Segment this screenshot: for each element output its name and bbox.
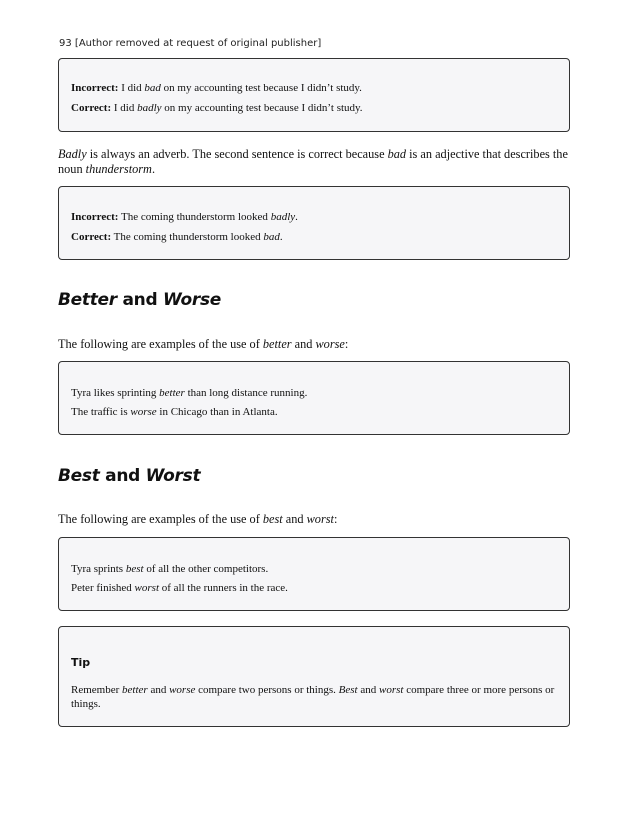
emphasis: worst (306, 512, 334, 526)
emphasis: Badly (58, 147, 87, 161)
text: Remember (71, 684, 123, 696)
text: and (147, 684, 170, 696)
tip-box (58, 626, 570, 727)
text: The following are examples of the use of (58, 512, 263, 526)
tip-text (71, 683, 557, 711)
heading-emphasis: Better (58, 290, 117, 310)
example-text: of all the runners in the race. (159, 582, 288, 594)
emphasis: worse (315, 337, 345, 351)
correct-label: Correct: (71, 231, 112, 243)
example-correct (71, 101, 557, 115)
text: The following are examples of the use of (58, 337, 263, 351)
example-sentence (71, 581, 557, 595)
example-text: . (279, 231, 283, 243)
emphasis: bad (387, 147, 407, 161)
heading-text: and (99, 466, 146, 486)
paragraph-better-worse (58, 337, 572, 352)
example-emphasis: badly (270, 211, 296, 223)
example-emphasis: bad (263, 231, 280, 243)
example-text: in Chicago than in Atlanta. (156, 406, 278, 418)
example-incorrect (71, 210, 557, 224)
example-text: I did (118, 82, 145, 94)
example-text: Tyra sprints (71, 563, 126, 575)
example-sentence (71, 386, 557, 400)
incorrect-label: Incorrect: (71, 211, 119, 223)
example-text: . (295, 211, 298, 223)
example-text: on my accounting test because I didn’t study. (161, 102, 363, 114)
example-box-thunderstorm (58, 186, 570, 260)
text: : (333, 512, 338, 526)
example-sentence (71, 405, 557, 419)
example-incorrect (71, 81, 557, 95)
section-heading-best-worst (58, 466, 200, 486)
example-emphasis: worse (130, 406, 157, 418)
text: is always an adverb. The second sentence is correct because (86, 147, 388, 161)
running-header-text: [Author removed at request of original publisher] (74, 38, 322, 49)
text: compare two persons or things. (195, 684, 339, 696)
emphasis: best (262, 512, 283, 526)
page-number: 93 (59, 38, 72, 49)
emphasis: worse (169, 684, 196, 696)
example-text: I did (111, 102, 138, 114)
example-emphasis: better (159, 387, 185, 399)
paragraph-badly (58, 147, 572, 177)
example-box-best-worst (58, 537, 570, 611)
example-sentence (71, 562, 557, 576)
emphasis: better (262, 337, 292, 351)
running-header (59, 38, 321, 49)
example-text: The coming thunderstorm looked (118, 211, 271, 223)
example-emphasis: bad (144, 82, 161, 94)
example-emphasis: badly (137, 102, 162, 114)
heading-emphasis: Best (58, 466, 100, 486)
text: : (344, 337, 349, 351)
example-text: on my accounting test because I didn’t study. (160, 82, 362, 94)
emphasis: thunderstorm (85, 162, 152, 176)
example-text: of all the other competitors. (143, 563, 269, 575)
emphasis: Best (338, 684, 358, 696)
example-correct (71, 230, 557, 244)
text: and (357, 684, 379, 696)
tip-title: Tip (71, 656, 91, 669)
example-text: than long distance running. (184, 387, 308, 399)
text: and (282, 512, 307, 526)
example-text: The coming thunderstorm looked (111, 231, 264, 243)
text: and (291, 337, 316, 351)
heading-emphasis: Worst (145, 466, 201, 486)
incorrect-label: Incorrect: (71, 82, 119, 94)
emphasis: better (122, 684, 148, 696)
correct-label: Correct: (71, 102, 112, 114)
example-text: Peter finished (71, 582, 135, 594)
section-heading-better-worse (58, 290, 221, 310)
example-text: Tyra likes sprinting (71, 387, 160, 399)
example-emphasis: best (125, 563, 144, 575)
text: . (151, 162, 156, 176)
heading-text: and (116, 290, 163, 310)
emphasis: worst (378, 684, 404, 696)
example-emphasis: worst (134, 582, 160, 594)
example-box-better-worse (58, 361, 570, 435)
heading-emphasis: Worse (162, 290, 221, 310)
example-text: The traffic is (71, 406, 131, 418)
example-box-bad-badly (58, 58, 570, 132)
text: is an adjective that describes the noun (58, 147, 568, 176)
paragraph-best-worst (58, 512, 572, 527)
text: compare three or more persons or things. (71, 684, 555, 710)
